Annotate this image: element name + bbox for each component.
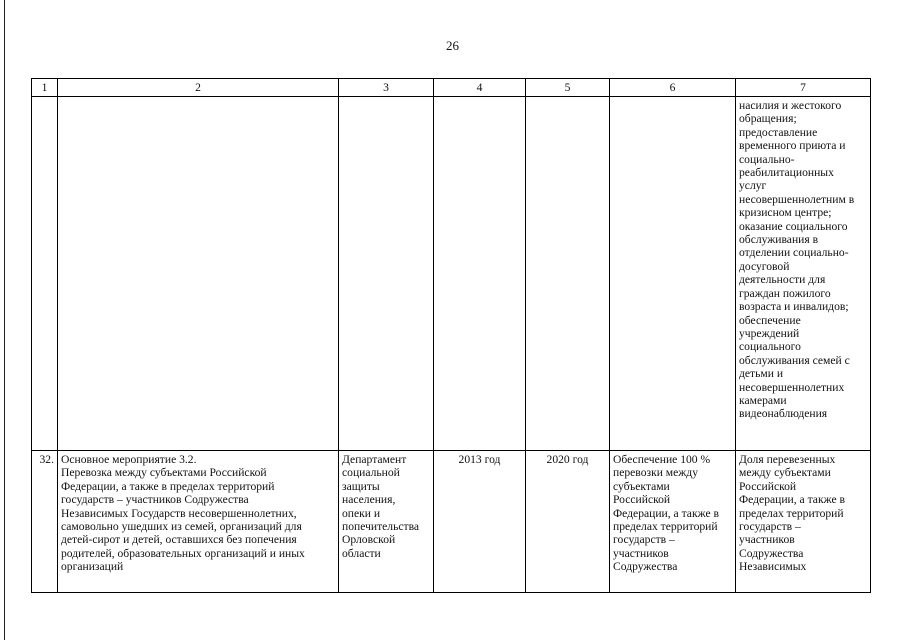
executor-cell — [339, 451, 434, 593]
header-cell: 1 — [32, 79, 58, 97]
header-cell: 2 — [58, 79, 339, 97]
indicator-text: Доля перевезенных между субъектами Российской Федерации, а также в пределах территорий государств – участников Содружества Независимых — [739, 453, 845, 574]
table-row — [32, 451, 871, 593]
indicator-continuation-text: насилия и жестокого обращения; предоставление временного приюта и социально- реабилитационных услуг несовершеннолетним в кризисном центре; оказание социального обслуживания в отделении социально- досуговой деятельности для граждан пожилого возраста и инвалидов; обеспечение учреждений социального обслуживания семей с детьми и несовершеннолетних камерами видеонаблюдения — [739, 99, 855, 421]
empty-cell — [32, 97, 58, 451]
end-year: 2020 год — [546, 453, 589, 466]
header-cell: 7 — [736, 79, 871, 97]
table-row — [32, 97, 871, 451]
empty-cell — [526, 97, 610, 451]
empty-cell — [434, 97, 526, 451]
start-year-cell — [434, 451, 526, 593]
header-cell: 5 — [526, 79, 610, 97]
result-text: Обеспечение 100 % перевозки между субъектами Российской Федерации, а также в пределах территорий государств – участников Содружества — [613, 453, 719, 574]
header-cell: 3 — [339, 79, 434, 97]
page-left-edge — [4, 0, 5, 640]
measure-text: Основное мероприятие 3.2. Перевозка между субъектами Российской Федерации, а также в пределах территорий государств – участников Содружества Независимых Государств несовершеннолетних, самовольно ушедших из семей, организаций для детей-сирот и детей, оставшихся без попечения родителей, образовательных организаций и иных организаций — [61, 453, 305, 574]
measure-cell — [58, 451, 339, 593]
indicator-continuation-cell — [736, 97, 871, 451]
empty-cell — [610, 97, 736, 451]
row-number: 32. — [39, 453, 54, 466]
end-year-cell — [526, 451, 610, 593]
table-header-row — [32, 79, 871, 97]
row-number-cell — [32, 451, 58, 593]
empty-cell — [58, 97, 339, 451]
result-cell — [610, 451, 736, 593]
executor-text: Департамент социальной защиты населения, опеки и попечительства Орловской области — [342, 453, 420, 560]
header-cell: 4 — [434, 79, 526, 97]
program-measures-table — [31, 78, 871, 593]
indicator-cell — [736, 451, 871, 593]
header-cell: 6 — [610, 79, 736, 97]
empty-cell — [339, 97, 434, 451]
start-year: 2013 год — [458, 453, 501, 466]
page-number: 26 — [446, 38, 459, 53]
